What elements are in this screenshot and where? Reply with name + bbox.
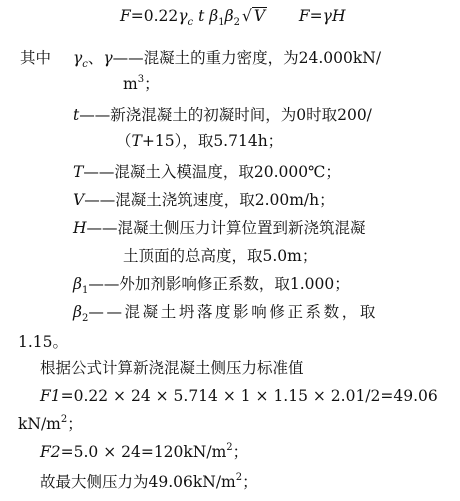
def-gamma-sup: 3 [137, 74, 145, 85]
f1-unit: kN/m [18, 415, 61, 433]
def-beta2-sub: 2 [81, 313, 89, 324]
def-gamma-sym: γ [103, 49, 113, 67]
f2-sup: 2 [226, 442, 233, 453]
def-beta2-cont [18, 332, 68, 352]
formula-t: t [198, 7, 205, 25]
def-line-gamma [20, 48, 51, 68]
formula-coef: =0.22 [130, 7, 179, 25]
formula-eq2: = [309, 7, 323, 25]
def-H-sym: H [73, 219, 87, 237]
def-beta1-sub: 1 [81, 285, 89, 296]
def-beta1-sym: β [73, 275, 82, 293]
formula-gamma2: γ [322, 7, 332, 25]
conclusion-text: 故最大侧压力为49.06kN/m [40, 473, 236, 491]
f2-sym: F2 [40, 443, 61, 461]
formula-line [120, 6, 345, 26]
def-gamma-end: ； [144, 75, 160, 93]
formula-f-left: F [120, 7, 131, 25]
def-beta1 [73, 274, 350, 294]
def-beta2-text2: 1.15。 [18, 333, 69, 351]
def-t-text2: +15），取5.714h； [141, 132, 284, 150]
calc-f1-cont [18, 414, 83, 434]
formula-sub-1: 1 [218, 17, 225, 28]
f1-sup: 2 [60, 414, 68, 425]
conclusion-sup: 2 [235, 472, 243, 483]
where-label: 其中 [20, 49, 52, 67]
def-T-sym: T [73, 163, 84, 181]
conclusion [40, 472, 258, 492]
formula-h: H [331, 7, 346, 25]
def-t-text: ——新浇混凝土的初凝时间，为0时取200/ [79, 106, 372, 124]
def-t-sym: t [73, 106, 80, 124]
def-t [73, 105, 372, 125]
def-gamma [73, 48, 381, 68]
f1-sym: F1 [40, 387, 61, 405]
f2-expr: =5.0 × 24=120kN/m [60, 443, 227, 461]
formula-sqrt [242, 6, 267, 26]
def-V-text: ——混凝土浇筑速度，取2.00m/h； [84, 191, 335, 209]
conclusion-end: ； [242, 473, 258, 491]
def-H-cont [123, 246, 317, 266]
calc-f2 [40, 442, 248, 462]
sqrt-sign: √ [241, 7, 252, 25]
def-gamma-text: ——混凝土的重力密度，为24.000kN/ [112, 49, 382, 67]
def-gamma-c-sym: γ [73, 49, 83, 67]
formula-beta2: β [224, 7, 234, 25]
f1-expr: =0.22 × 24 × 5.714 × 1 × 1.15 × 2.01/2=49.06 [60, 387, 438, 405]
formula-sub-2: 2 [233, 17, 240, 28]
def-T-text: ——混凝土入模温度，取20.000℃； [83, 163, 341, 181]
formula-beta1: β [209, 7, 219, 25]
def-t-cont [116, 131, 283, 151]
def-T [73, 162, 341, 182]
def-H-text2: 土顶面的总高度，取5.0m； [123, 247, 318, 265]
f2-end: ； [232, 443, 249, 461]
calc-intro-text: 根据公式计算新浇混凝土侧压力标准值 [40, 359, 304, 377]
def-H [73, 218, 366, 238]
formula-gamma: γ [178, 7, 188, 25]
def-beta2-sym: β [73, 303, 82, 321]
def-V-sym: V [73, 191, 85, 209]
formula-v: V [253, 7, 266, 25]
def-beta1-text: ——外加剂影响修正系数，取1.000； [88, 275, 350, 293]
calc-f1 [40, 386, 438, 406]
def-beta2 [73, 302, 378, 322]
f1-end: ； [67, 415, 83, 433]
def-H-text: ——混凝土侧压力计算位置到新浇筑混凝 [86, 219, 366, 237]
def-t-paren: （ [116, 132, 132, 150]
def-gamma-cont [123, 74, 160, 94]
def-gamma-c-sub: c [82, 59, 88, 70]
calc-intro [40, 358, 304, 378]
def-beta2-text: ——混凝土坍落度影响修正系数，取 [88, 303, 378, 321]
formula-sub-c: c [187, 17, 194, 28]
def-separator: 、 [87, 49, 104, 67]
formula-f-right: F [298, 7, 310, 25]
def-gamma-unit: m [123, 75, 138, 93]
def-t-tsym: T [131, 132, 142, 150]
def-V [73, 190, 335, 210]
